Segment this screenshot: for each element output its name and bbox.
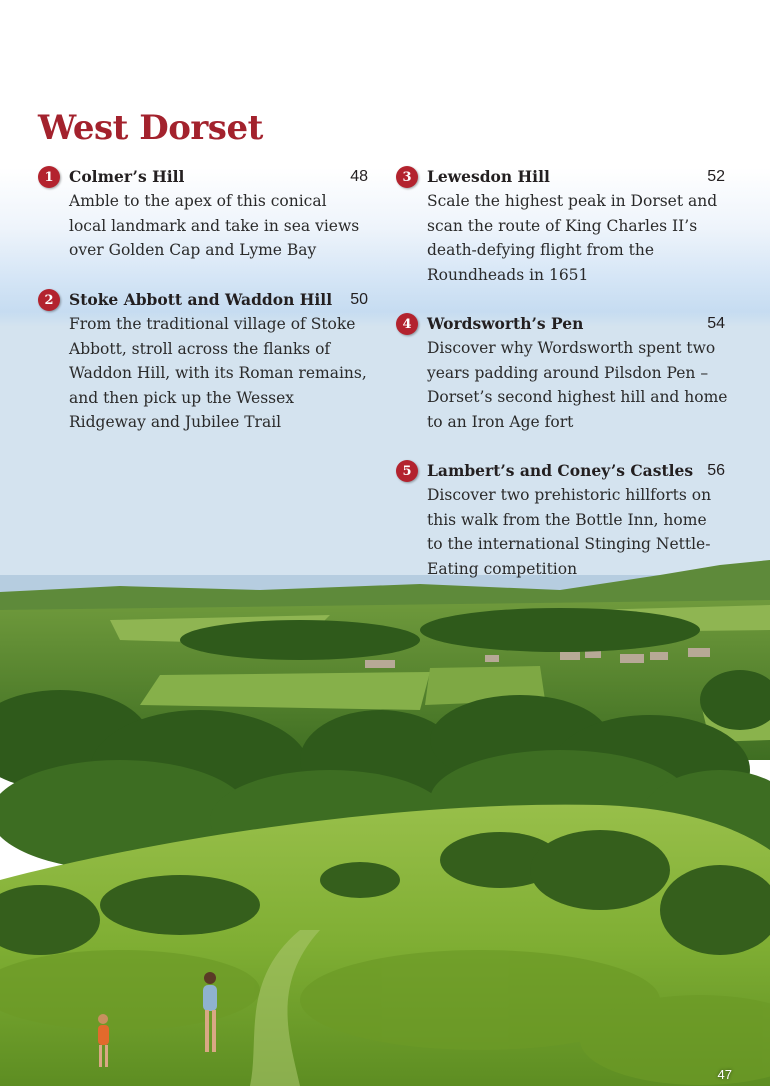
walk-header (44, 288, 368, 312)
walk-page-number: 54 (707, 315, 725, 332)
walk-title: Stoke Abbott and Waddon Hill (69, 290, 333, 309)
walk-number-badge: 1 (38, 166, 60, 188)
walk-number-badge: 3 (396, 166, 418, 188)
walk-page-number: 48 (350, 168, 368, 185)
walk-entry-5[interactable] (402, 459, 725, 581)
page-title: West Dorset (38, 108, 263, 148)
walk-title: Lewesdon Hill (427, 167, 550, 186)
walk-entry-2[interactable] (44, 288, 368, 435)
walk-number-badge: 2 (38, 289, 60, 311)
walk-number-badge: 5 (396, 460, 418, 482)
walk-header (402, 165, 725, 189)
walk-description: Amble to the apex of this conical local landmark and take in sea views over Golden Cap and Lyme Bay (69, 192, 360, 259)
walk-description: Scale the highest peak in Dorset and scan the route of King Charles II’s death-defying flight from the Roundheads in 1651 (427, 192, 718, 284)
walk-page-number: 50 (350, 291, 368, 308)
walk-description: Discover two prehistoric hillforts on this walk from the Bottle Inn, home to the international Stinging Nettle-Eating competition (427, 486, 712, 578)
walk-entry-3[interactable] (402, 165, 725, 287)
walk-description: From the traditional village of Stoke Abbott, stroll across the flanks of Waddon Hill, with its Roman remains, and then pick up the Wessex Ridgeway and Jubilee Trail (69, 315, 367, 431)
walk-number-badge: 4 (396, 313, 418, 335)
walk-description: Discover why Wordsworth spent two years padding around Pilsdon Pen – Dorset’s second highest hill and home to an Iron Age fort (427, 339, 728, 431)
walk-header (402, 459, 725, 483)
walk-title: Wordsworth’s Pen (427, 314, 584, 333)
walk-entry-4[interactable] (402, 312, 739, 434)
walk-header (44, 165, 368, 189)
walk-page-number: 56 (707, 462, 725, 479)
page-number: 47 (717, 1067, 732, 1082)
walk-title: Colmer’s Hill (69, 167, 185, 186)
walk-header (402, 312, 725, 336)
walk-title: Lambert’s and Coney’s Castles (427, 461, 694, 480)
walk-page-number: 52 (707, 168, 725, 185)
walk-entry-1[interactable] (44, 165, 368, 263)
